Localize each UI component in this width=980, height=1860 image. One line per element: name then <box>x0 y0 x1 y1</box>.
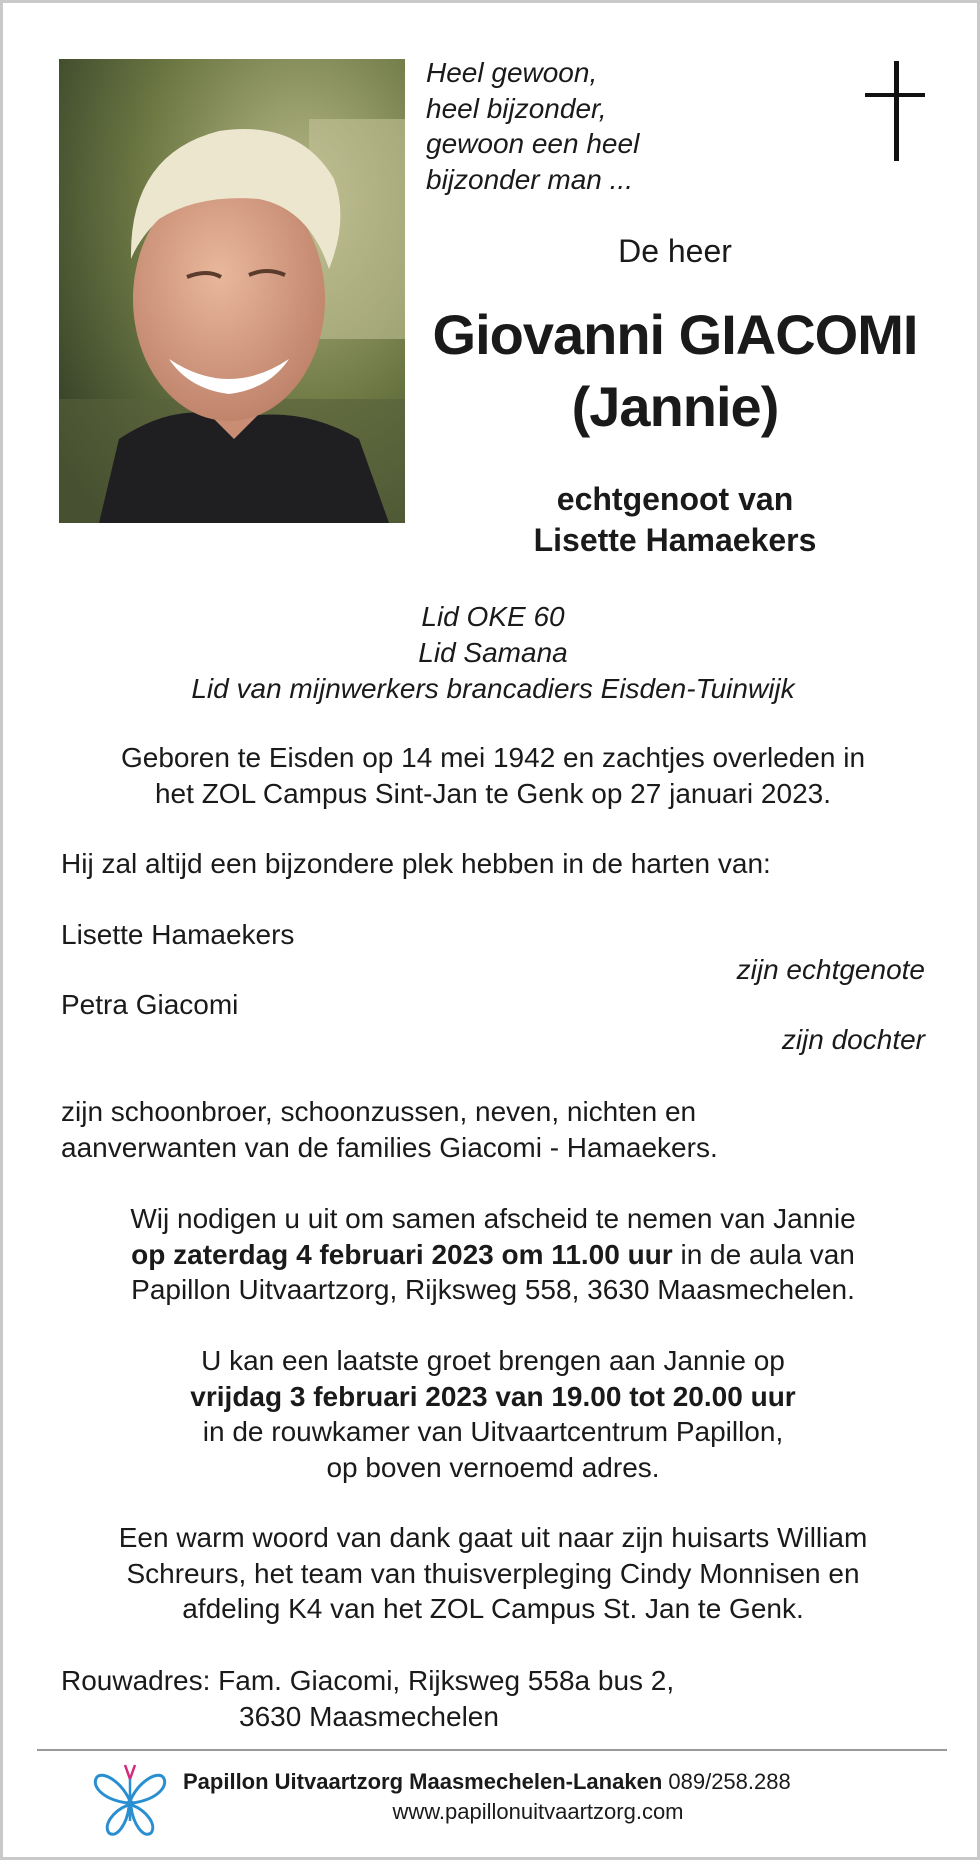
footer-company-line <box>183 1769 943 1795</box>
text-line: Wij nodigen u uit om samen afscheid te nemen van Jannie <box>130 1203 856 1234</box>
text-line: Een warm woord van dank gaat uit naar zijn huisarts William <box>118 1522 868 1553</box>
text-segment: in de aula van <box>672 1238 855 1270</box>
hearts-intro: Hij zal altijd een bijzondere plek hebben in de harten van: <box>61 848 771 879</box>
spouse-block <box>425 479 925 561</box>
membership-line: Lid van mijnwerkers brancadiers Eisden-Tuinwijk <box>191 673 795 704</box>
text-line: in de rouwkamer van Uitvaartcentrum Papillon, <box>202 1416 784 1447</box>
footer-phone: 089/258.288 <box>662 1769 791 1794</box>
cross-icon <box>865 61 925 161</box>
footer-company: Papillon Uitvaartzorg Maasmechelen-Lanaken <box>183 1769 663 1794</box>
text-line: Geboren te Eisden op 14 mei 1942 en zachtjes overleden in <box>120 742 866 773</box>
poem <box>426 55 726 197</box>
text-line: aanverwanten van de families Giacomi - Hamaekers. <box>61 1131 718 1163</box>
text-line: op boven vernoemd adres. <box>326 1451 660 1483</box>
text-line: U kan een laatste groet brengen aan Jannie op <box>201 1345 785 1376</box>
text-line: afdeling K4 van het ZOL Campus St. Jan te Genk. <box>182 1593 804 1624</box>
butterfly-logo-icon <box>91 1761 169 1841</box>
spouse-name: Lisette Hamaekers <box>533 522 817 558</box>
poem-line: gewoon een heel <box>426 128 640 159</box>
ceremony-datetime: op zaterdag 4 februari 2023 om 11.00 uur <box>131 1238 673 1270</box>
family-member-relation: zijn dochter <box>781 1024 925 1055</box>
family-list <box>61 917 925 1057</box>
visitation-paragraph <box>3 1343 980 1485</box>
text-line: het ZOL Campus Sint-Jan te Genk op 27 januari 2023. <box>154 777 832 809</box>
text-segment: vrijdag 3 februari 2023 van 19.00 tot 20.00 uur <box>190 1380 796 1412</box>
text-line <box>3 1237 980 1273</box>
family-member-name: Lisette Hamaekers <box>61 919 295 950</box>
footer-website[interactable]: www.papillonuitvaartzorg.com <box>392 1799 684 1824</box>
family-member-name: Petra Giacomi <box>61 989 239 1020</box>
name-line: Giovanni GIACOMI <box>432 303 918 366</box>
thanks-paragraph <box>3 1520 980 1627</box>
spouse-label: echtgenoot van <box>556 481 794 517</box>
relatives-paragraph <box>61 1094 941 1165</box>
memberships <box>3 599 980 707</box>
deceased-name <box>425 299 925 443</box>
mourning-address <box>61 1663 674 1734</box>
visitation-datetime <box>3 1379 980 1415</box>
address-line: 3630 Maasmechelen <box>239 1700 499 1732</box>
membership-line: Lid OKE 60 <box>421 601 565 632</box>
address-line: Rouwadres: Fam. Giacomi, Rijksweg 558a bus 2, <box>61 1665 675 1696</box>
poem-line: heel bijzonder, <box>426 92 607 124</box>
text-line: zijn schoonbroer, schoonzussen, neven, nichten en <box>61 1096 697 1127</box>
poem-line: Heel gewoon, <box>426 57 598 88</box>
portrait-photo <box>59 59 405 523</box>
text-line: Schreurs, het team van thuisverpleging Cindy Monnisen en <box>126 1557 860 1589</box>
poem-line: bijzonder man ... <box>426 163 633 195</box>
divider <box>37 1749 947 1751</box>
family-member-relation: zijn echtgenote <box>736 954 925 985</box>
birth-death-paragraph <box>3 740 980 811</box>
text-line: Papillon Uitvaartzorg, Rijksweg 558, 3630 Maasmechelen. <box>131 1274 855 1305</box>
honorific: De heer <box>618 233 732 269</box>
nickname-line: (Jannie) <box>571 375 779 438</box>
membership-line: Lid Samana <box>418 637 568 668</box>
ceremony-paragraph <box>3 1201 980 1308</box>
